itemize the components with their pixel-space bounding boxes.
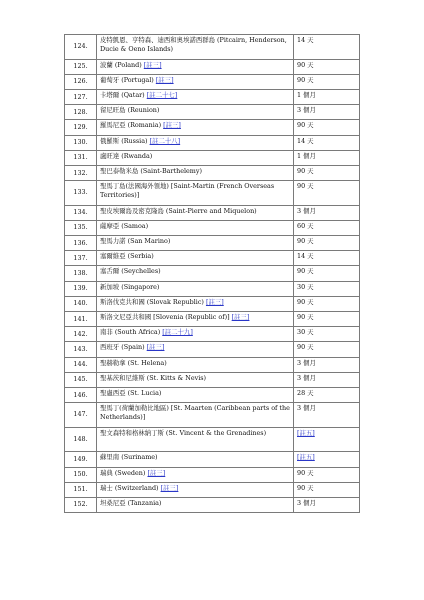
row-number: 142. (65, 327, 97, 342)
footnote-link[interactable]: [註三] (163, 121, 181, 130)
table-row (65, 266, 360, 281)
table-row (65, 357, 360, 372)
stay-duration: 3 個月 (294, 403, 360, 428)
table-row (65, 236, 360, 251)
country-name (97, 387, 294, 402)
row-number: 136. (65, 236, 97, 251)
country-name-text: 瑞典 (Sweden) (100, 468, 146, 477)
visa-duration-table (64, 34, 360, 513)
table-row (65, 150, 360, 165)
country-name (97, 236, 294, 251)
stay-duration: 90 天 (294, 165, 360, 180)
country-name-text: 聖馬丁島(法國海外領地) [Saint-Martin (French Overseas Territories)] (100, 182, 275, 200)
row-number: 130. (65, 135, 97, 150)
table-row (65, 427, 360, 452)
country-name (97, 35, 294, 60)
table-row (65, 497, 360, 512)
country-name (97, 403, 294, 428)
table-row (65, 467, 360, 482)
country-name-text: 斯洛文尼亞共和國 [Slovenia (Republic of)] (100, 313, 230, 321)
stay-duration: 90 天 (294, 236, 360, 251)
table-row (65, 205, 360, 220)
country-name-text: 西班牙 (Spain) (100, 343, 145, 352)
row-number: 134. (65, 205, 97, 220)
table-row (65, 281, 360, 296)
table-row (65, 165, 360, 180)
country-name (97, 89, 294, 104)
table-row (65, 181, 360, 206)
stay-duration: 14 天 (294, 35, 360, 60)
footnote-link[interactable]: [註三] (155, 75, 174, 84)
country-name (97, 482, 294, 497)
table-row (65, 296, 360, 311)
country-name-text: 盧旺達 (Rwanda) (100, 151, 153, 160)
row-number: 135. (65, 220, 97, 235)
stay-duration: 14 天 (294, 135, 360, 150)
stay-duration (294, 452, 360, 467)
country-name-text: 新加坡 (Singapore) (100, 282, 160, 291)
country-name-text: 聖巴泰勒米島 (Saint-Barthelemy) (100, 166, 202, 175)
footnote-link[interactable]: [註二十七] (146, 90, 178, 99)
row-number: 145. (65, 372, 97, 387)
table-row (65, 312, 360, 327)
row-number: 131. (65, 150, 97, 165)
country-name (97, 296, 294, 311)
table-row (65, 220, 360, 235)
country-name-text: 皮特凱恩、亨特森、迪西和奧埃諾西群島 (Pitcairn, Henderson, Ducie & Oeno Islands) (100, 36, 287, 53)
row-number: 144. (65, 357, 97, 372)
stay-duration: 90 天 (294, 74, 360, 89)
country-name-text: 蘇里南 (Suriname) (100, 453, 158, 462)
stay-duration: 90 天 (294, 59, 360, 74)
row-number: 151. (65, 482, 97, 497)
country-name (97, 266, 294, 281)
table-row (65, 482, 360, 497)
country-name (97, 181, 294, 206)
table-row (65, 59, 360, 74)
row-number: 143. (65, 342, 97, 357)
stay-duration: 60 天 (294, 220, 360, 235)
stay-duration: 90 天 (294, 312, 360, 327)
table-row (65, 342, 360, 357)
row-number: 152. (65, 497, 97, 512)
row-number: 125. (65, 59, 97, 74)
row-number: 141. (65, 312, 97, 327)
table-row (65, 135, 360, 150)
country-name-text: 俄羅斯 (Russia) (100, 136, 148, 145)
footnote-link[interactable]: [註三] (143, 60, 162, 69)
table-row (65, 452, 360, 467)
stay-duration: 30 天 (294, 281, 360, 296)
row-number: 132. (65, 165, 97, 180)
row-number: 146. (65, 387, 97, 402)
row-number: 149. (65, 452, 97, 467)
country-name-text: 波蘭 (Poland) (100, 60, 142, 69)
stay-duration (294, 427, 360, 452)
stay-duration: 3 個月 (294, 357, 360, 372)
country-name (97, 135, 294, 150)
country-name (97, 312, 294, 327)
country-name (97, 467, 294, 482)
stay-duration: 3 個月 (294, 205, 360, 220)
stay-duration: 14 天 (294, 251, 360, 266)
table-row (65, 327, 360, 342)
row-number: 147. (65, 403, 97, 428)
country-name (97, 205, 294, 220)
table-row (65, 35, 360, 60)
stay-duration: 3 個月 (294, 372, 360, 387)
footnote-link[interactable]: [註三] (147, 468, 166, 477)
country-name (97, 105, 294, 120)
footnote-link[interactable]: [註三] (146, 343, 165, 352)
country-name (97, 372, 294, 387)
country-name-text: 葡萄牙 (Portugal) (100, 75, 154, 84)
stay-duration: 90 天 (294, 467, 360, 482)
country-name (97, 497, 294, 512)
country-name (97, 74, 294, 89)
row-number: 148. (65, 427, 97, 452)
row-number: 127. (65, 89, 97, 104)
table-body (65, 35, 360, 513)
country-name-text: 聖基茨和尼維斯 (St. Kitts & Nevis) (100, 373, 207, 382)
footnote-link[interactable]: [註三] (160, 483, 179, 492)
country-name-text: 聖馬丁(荷蘭加勒比地區) [St. Maarten (Caribbean parts of the Netherlands)] (100, 404, 290, 422)
country-name-text: 塞舌爾 (Seychelles) (100, 267, 161, 276)
country-name (97, 281, 294, 296)
country-name-text: 聖盧西亞 (St. Lucia) (100, 388, 162, 397)
row-number: 138. (65, 266, 97, 281)
country-name-text: 薩摩亞 (Samoa) (100, 221, 149, 230)
country-name-text: 塞爾維亞 (Serbia) (100, 252, 154, 261)
row-number: 129. (65, 120, 97, 135)
country-name-text: 羅馬尼亞 (Romania) (100, 121, 162, 130)
row-number: 140. (65, 296, 97, 311)
country-name-text: 聖赫勒拿 (St. Helena) (100, 358, 167, 367)
country-name (97, 220, 294, 235)
country-name-text: 留尼旺島 (Reunion) (100, 106, 160, 115)
stay-duration: 28 天 (294, 387, 360, 402)
row-number: 133. (65, 181, 97, 206)
table-row (65, 372, 360, 387)
stay-duration: 90 天 (294, 120, 360, 135)
country-name (97, 427, 294, 452)
country-name-text: 斯洛伐克共和國 (Slovak Republic) (100, 297, 204, 306)
country-name-text: 南非 (South Africa) (100, 328, 161, 337)
footnote-link[interactable]: [註三] (231, 313, 250, 321)
footnote-link[interactable]: [註五] (297, 453, 315, 462)
footnote-link[interactable]: [註五] (297, 428, 315, 437)
country-name (97, 59, 294, 74)
table-row (65, 251, 360, 266)
row-number: 128. (65, 105, 97, 120)
country-name (97, 357, 294, 372)
country-name (97, 452, 294, 467)
table-row (65, 387, 360, 402)
footnote-link[interactable]: [註二十八] (149, 136, 181, 145)
country-name (97, 342, 294, 357)
stay-duration: 90 天 (294, 266, 360, 281)
country-name-text: 瑞士 (Switzerland) (100, 483, 159, 492)
stay-duration: 1 個月 (294, 150, 360, 165)
stay-duration: 90 天 (294, 482, 360, 497)
stay-duration: 30 天 (294, 327, 360, 342)
country-name (97, 120, 294, 135)
country-name-text: 聖文森特和格林納丁斯 (St. Vincent & the Grenadines) (100, 428, 267, 437)
stay-duration: 90 天 (294, 342, 360, 357)
row-number: 150. (65, 467, 97, 482)
stay-duration: 3 個月 (294, 105, 360, 120)
stay-duration: 90 天 (294, 296, 360, 311)
stay-duration: 90 天 (294, 181, 360, 206)
row-number: 124. (65, 35, 97, 60)
row-number: 126. (65, 74, 97, 89)
stay-duration: 3 個月 (294, 497, 360, 512)
country-name-text: 聖皮埃爾島及密克隆島 (Saint-Pierre and Miquelon) (100, 206, 257, 215)
footnote-link[interactable]: [註二十九] (162, 328, 193, 337)
country-name (97, 251, 294, 266)
table-row (65, 74, 360, 89)
country-name-text: 坦桑尼亞 (Tanzania) (100, 498, 162, 507)
row-number: 137. (65, 251, 97, 266)
stay-duration: 1 個月 (294, 89, 360, 104)
table-row (65, 403, 360, 428)
country-name-text: 卡塔爾 (Qatar) (100, 90, 145, 99)
country-name (97, 165, 294, 180)
table-row (65, 89, 360, 104)
table-row (65, 120, 360, 135)
country-name (97, 150, 294, 165)
country-name (97, 327, 294, 342)
table-row (65, 105, 360, 120)
row-number: 139. (65, 281, 97, 296)
footnote-link[interactable]: [註三] (205, 297, 224, 306)
country-name-text: 聖馬力諾 (San Marino) (100, 237, 171, 246)
